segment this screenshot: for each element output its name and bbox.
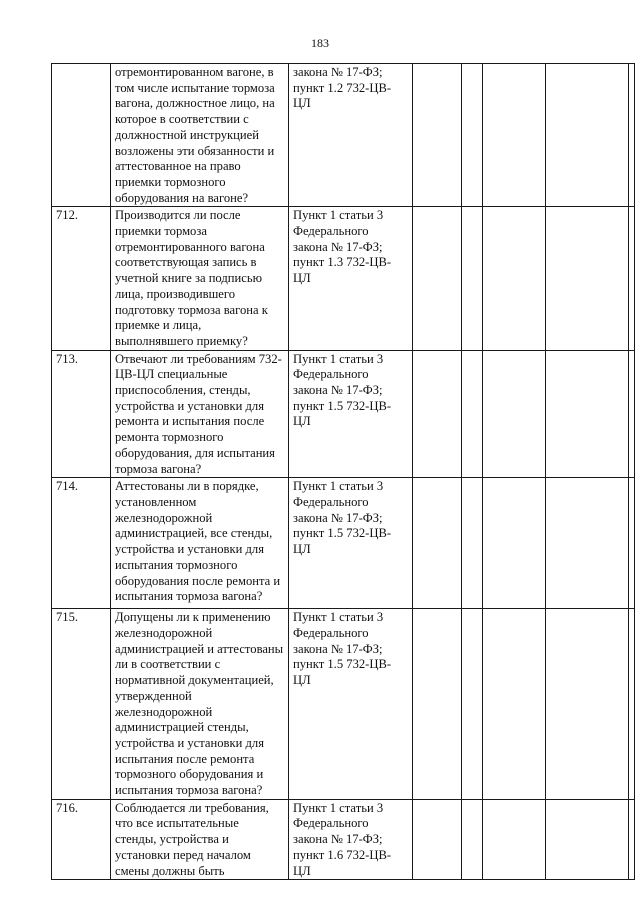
empty-answer-cell: [483, 799, 546, 880]
question-line: установленном: [115, 494, 197, 509]
reference-line: пункт 1.5 732-ЦВ-: [293, 398, 392, 413]
reference-line: пункт 1.5 732-ЦВ-: [293, 526, 392, 541]
question-line: оборудования на вагоне?: [115, 190, 249, 205]
question-line: которое в соответствии с: [115, 112, 249, 127]
empty-answer-cell: [629, 350, 635, 478]
reference-line: Федерального: [293, 816, 369, 831]
reference-cell: [289, 478, 413, 609]
reference-line: Федерального: [293, 625, 369, 640]
requirements-table: [51, 63, 635, 880]
question-cell: [111, 64, 289, 207]
reference-line: ЦЛ: [293, 542, 311, 557]
reference-line: Пункт 1 статьи 3: [293, 208, 384, 223]
reference-line: Пункт 1 статьи 3: [293, 610, 384, 625]
empty-answer-cell: [483, 207, 546, 350]
row-number: 716.: [52, 799, 111, 880]
question-line: администрацией, все стенды,: [115, 526, 273, 541]
reference-line: Федерального: [293, 367, 369, 382]
question-line: испытания тормоза вагона?: [115, 783, 263, 798]
question-line: тормоза вагона?: [115, 461, 202, 476]
question-line: ЦВ-ЦЛ специальные: [115, 367, 228, 382]
row-number: 712.: [52, 207, 111, 350]
empty-answer-cell: [546, 350, 629, 478]
empty-answer-cell: [462, 350, 483, 478]
reference-line: ЦЛ: [293, 271, 311, 286]
question-line: железнодорожной: [115, 704, 213, 719]
reference-line: ЦЛ: [293, 96, 311, 111]
reference-line: ЦЛ: [293, 673, 311, 688]
reference-line: закона № 17-ФЗ;: [293, 641, 383, 656]
question-line: возложены эти обязанности и: [115, 143, 275, 158]
reference-line: закона № 17-ФЗ;: [293, 510, 383, 525]
question-line: Аттестованы ли в порядке,: [115, 479, 259, 494]
question-cell: [111, 609, 289, 799]
question-line: приемки тормозного: [115, 174, 226, 189]
question-line: администрацией стенды,: [115, 720, 249, 735]
empty-answer-cell: [629, 478, 635, 609]
question-line: приспособления, стенды,: [115, 383, 251, 398]
question-line: устройства и установки для: [115, 735, 264, 750]
table-row: [52, 207, 635, 350]
empty-answer-cell: [629, 207, 635, 350]
question-line: Производится ли после: [115, 208, 241, 223]
reference-line: закона № 17-ФЗ;: [293, 383, 383, 398]
empty-answer-cell: [546, 207, 629, 350]
question-cell: [111, 478, 289, 609]
table-row: [52, 478, 635, 609]
question-line: нормативной документацией,: [115, 673, 274, 688]
empty-answer-cell: [483, 64, 546, 207]
question-line: вагона, должностное лицо, на: [115, 96, 275, 111]
question-line: учетной книге за подписью: [115, 271, 262, 286]
question-line: испытания после ремонта: [115, 751, 255, 766]
question-line: тормозного оборудования и: [115, 767, 264, 782]
question-line: приемки тормоза: [115, 224, 207, 239]
empty-answer-cell: [462, 207, 483, 350]
reference-cell: [289, 609, 413, 799]
question-line: отремонтированном вагоне, в: [115, 65, 274, 79]
reference-line: Пункт 1 статьи 3: [293, 479, 384, 494]
empty-answer-cell: [462, 64, 483, 207]
question-line: подготовку тормоза вагона к: [115, 302, 268, 317]
reference-line: закона № 17-ФЗ;: [293, 65, 383, 79]
reference-line: Пункт 1 статьи 3: [293, 800, 384, 815]
empty-answer-cell: [546, 478, 629, 609]
reference-line: ЦЛ: [293, 414, 311, 429]
empty-answer-cell: [462, 799, 483, 880]
empty-answer-cell: [629, 799, 635, 880]
question-line: том числе испытание тормоза: [115, 80, 275, 95]
empty-answer-cell: [483, 350, 546, 478]
question-line: Отвечают ли требованиям 732-: [115, 351, 282, 366]
question-line: железнодорожной: [115, 510, 213, 525]
question-line: лица, производившего: [115, 286, 236, 301]
question-cell: [111, 207, 289, 350]
row-number: 715.: [52, 609, 111, 799]
empty-answer-cell: [546, 64, 629, 207]
question-line: Соблюдается ли требования,: [115, 800, 269, 815]
question-line: железнодорожной: [115, 625, 213, 640]
question-cell: [111, 799, 289, 880]
empty-answer-cell: [483, 478, 546, 609]
question-line: ремонта тормозного: [115, 430, 224, 445]
empty-answer-cell: [546, 799, 629, 880]
question-line: выполнявшего приемку?: [115, 333, 248, 348]
table-row: [52, 350, 635, 478]
reference-cell: [289, 207, 413, 350]
row-number: [52, 64, 111, 207]
empty-answer-cell: [629, 609, 635, 799]
reference-line: Пункт 1 статьи 3: [293, 351, 384, 366]
table-row: [52, 64, 635, 207]
empty-answer-cell: [413, 350, 462, 478]
question-line: ремонта и испытания после: [115, 414, 265, 429]
question-line: Допущены ли к применению: [115, 610, 271, 625]
question-line: оборудования, для испытания: [115, 445, 275, 460]
question-line: установки перед началом: [115, 847, 251, 862]
question-line: что все испытательные: [115, 816, 239, 831]
reference-line: закона № 17-ФЗ;: [293, 832, 383, 847]
question-line: устройства и установки для: [115, 542, 264, 557]
empty-answer-cell: [483, 609, 546, 799]
reference-cell: [289, 64, 413, 207]
reference-line: Федерального: [293, 224, 369, 239]
reference-line: пункт 1.2 732-ЦВ-: [293, 80, 392, 95]
table-row: [52, 799, 635, 880]
question-line: испытания тормозного: [115, 557, 238, 572]
reference-line: Федерального: [293, 494, 369, 509]
question-line: должностной инструкцией: [115, 127, 259, 142]
empty-answer-cell: [413, 478, 462, 609]
empty-answer-cell: [546, 609, 629, 799]
empty-answer-cell: [413, 609, 462, 799]
question-line: отремонтированного вагона: [115, 239, 265, 254]
empty-answer-cell: [413, 799, 462, 880]
empty-answer-cell: [413, 207, 462, 350]
reference-line: пункт 1.3 732-ЦВ-: [293, 255, 392, 270]
table-row: [52, 609, 635, 799]
question-cell: [111, 350, 289, 478]
question-line: утвержденной: [115, 688, 192, 703]
question-line: оборудования после ремонта и: [115, 573, 281, 588]
reference-line: закона № 17-ФЗ;: [293, 239, 383, 254]
empty-answer-cell: [462, 478, 483, 609]
reference-cell: [289, 799, 413, 880]
question-line: смены должны быть: [115, 863, 225, 878]
empty-answer-cell: [413, 64, 462, 207]
question-line: стенды, устройства и: [115, 832, 229, 847]
question-line: ли в соответствии с: [115, 657, 221, 672]
question-line: соответствующая запись в: [115, 255, 257, 270]
reference-line: пункт 1.5 732-ЦВ-: [293, 657, 392, 672]
question-line: испытания тормоза вагона?: [115, 589, 263, 604]
empty-answer-cell: [462, 609, 483, 799]
reference-line: пункт 1.6 732-ЦВ-: [293, 847, 392, 862]
empty-answer-cell: [629, 64, 635, 207]
question-line: приемке и лица,: [115, 318, 202, 333]
row-number: 713.: [52, 350, 111, 478]
page-number: 183: [311, 36, 329, 50]
question-line: устройства и установки для: [115, 398, 264, 413]
question-line: администрацией и аттестованы: [115, 641, 284, 656]
question-line: аттестованное на право: [115, 159, 241, 174]
reference-cell: [289, 350, 413, 478]
reference-line: ЦЛ: [293, 863, 311, 878]
row-number: 714.: [52, 478, 111, 609]
